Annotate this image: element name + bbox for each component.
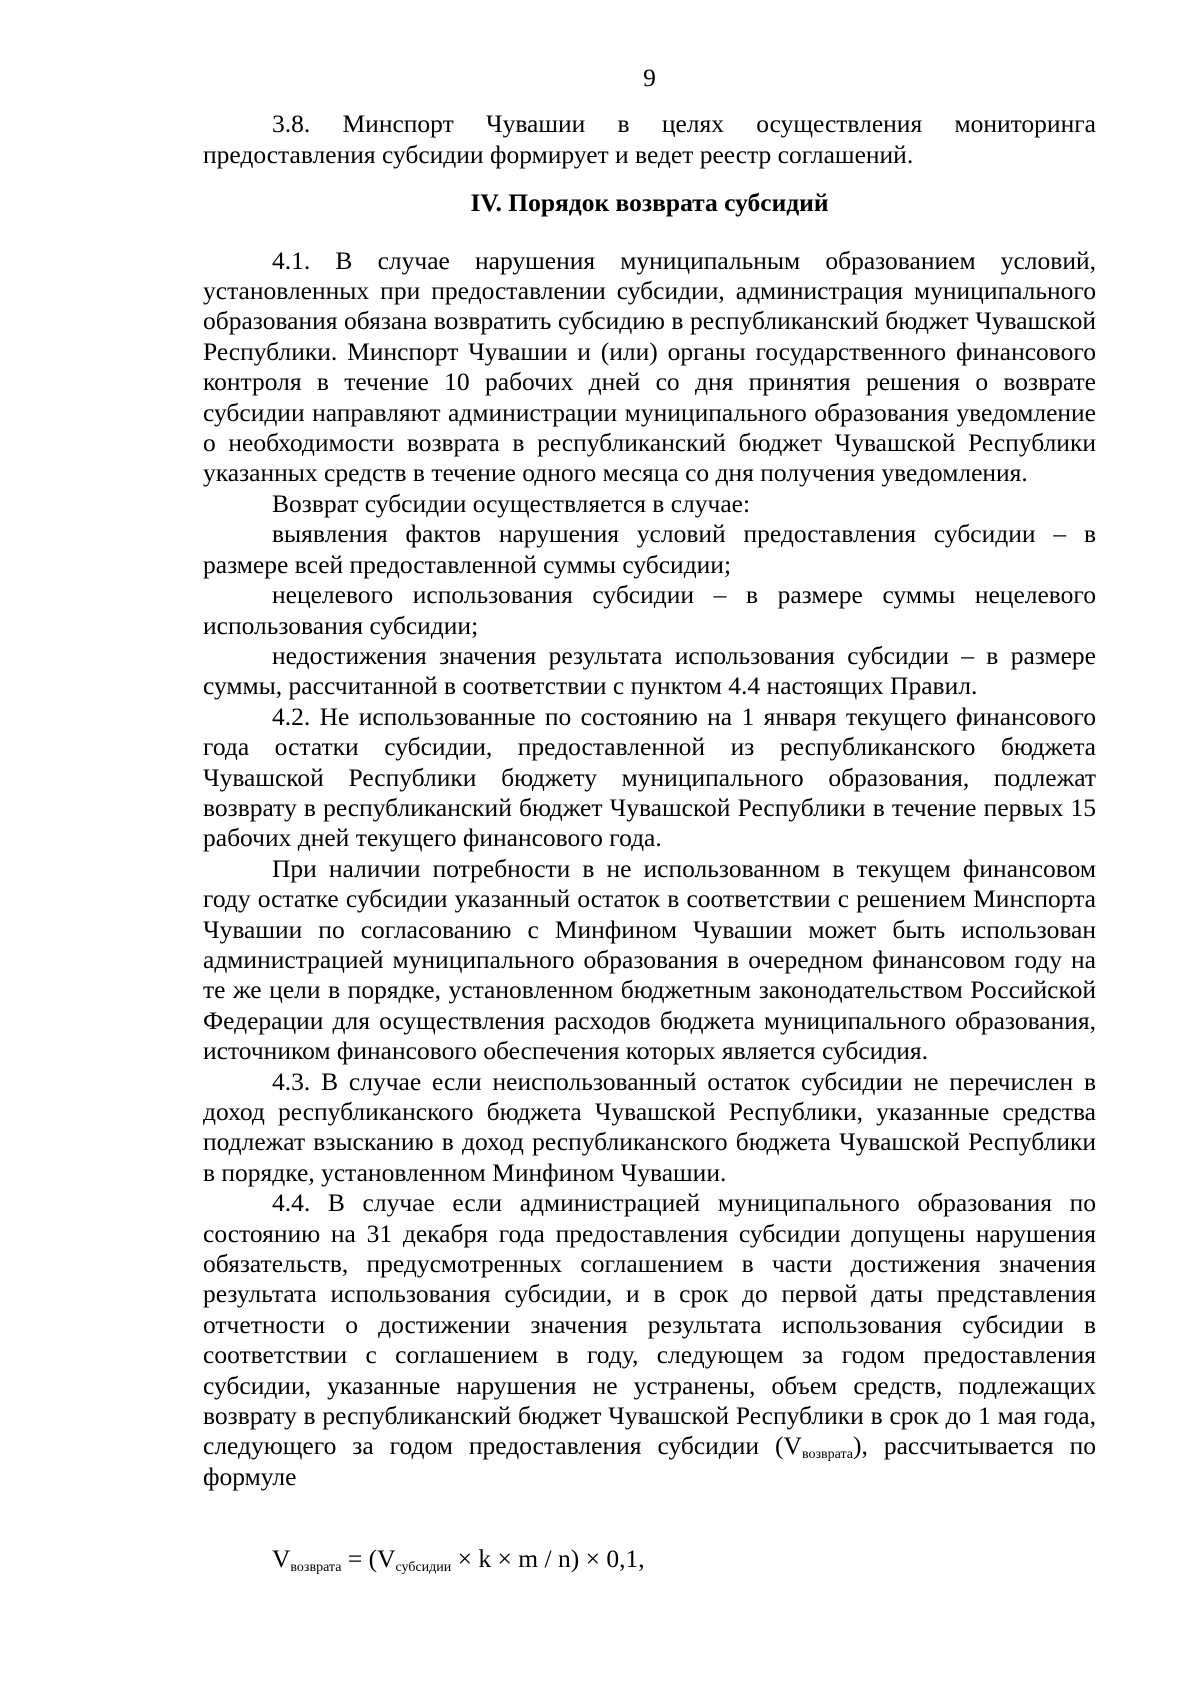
paragraph-4-4-tail: ), рассчитывается по формуле — [203, 1431, 1096, 1491]
return-volume-symbol: V — [783, 1431, 802, 1461]
paragraph-4-1: 4.1. В случае нарушения муниципальным образованием условий, установленных при предоставлении субсидии, администрация муниципального образования обязана возвратить субсидию в республиканский бюджет Чувашской Республики. Минспорт Чувашии и (или) органы государственного финансового контроля в течение 10 рабочих дней со дня принятия решения о возврате субсидии направляют администрации муниципального образования уведомление о необходимости возврата в республиканский бюджет Чувашской Республики указанных средств в течение одного месяца со дня получения уведомления. — [203, 245, 1096, 488]
formula-rhs-subscript: субсидии — [395, 1560, 452, 1576]
paragraph-case-violation: выявления фактов нарушения условий предоставления субсидии – в размере всей предоставленной суммы субсидии; — [203, 519, 1096, 579]
paragraph-case-misuse: нецелевого использования субсидии – в размере суммы нецелевого использования субсидии; — [203, 580, 1096, 640]
return-formula — [272, 1544, 1096, 1574]
paragraph-3-8: 3.8. Минспорт Чувашии в целях осуществления мониторинга предоставления субсидии формирует и ведет реестр соглашений. — [203, 109, 1096, 169]
paragraph-4-4 — [203, 1188, 1096, 1492]
formula-rhs-tail: × k × m / n) × 0,1, — [451, 1544, 645, 1574]
paragraph-case-not-achieved: недостижения значения результата использования субсидии – в размере суммы, рассчитанной в соответствии с пунктом 4.4 настоящих Правил. — [203, 640, 1096, 701]
page-number: 9 — [643, 63, 656, 92]
return-volume-subscript: возврата — [801, 1447, 853, 1463]
paragraph-return-cases: Возврат субсидии осуществляется в случае: — [272, 488, 751, 518]
paragraph-4-3: 4.3. В случае если неиспользованный остаток субсидии не перечислен в доход республиканского бюджета Чувашской Республики, указанные средства подлежат взысканию в доход республиканского бюджета Чувашской Республики в порядке, установленном Минфином Чувашии. — [203, 1066, 1096, 1187]
formula-rhs-var: V — [377, 1544, 396, 1574]
formula-lhs-subscript: возврата — [290, 1560, 342, 1576]
formula-equals: = ( — [341, 1544, 378, 1574]
section-heading: IV. Порядок возврата субсидий — [470, 188, 829, 218]
formula-lhs-var: V — [272, 1544, 291, 1574]
paragraph-remaining-balance: При наличии потребности в не использованном в текущем финансовом году остатке субсидии указанный остаток в соответствии с решением Минспорта Чувашии по согласованию с Минфином Чувашии может быть использован администрацией муниципального образования в очередном финансовом году на те же цели в порядке, установленном бюджетным законодательством Российской Федерации для осуществления расходов бюджета муниципального образования, источником финансового обеспечения которых является субсидия. — [203, 853, 1096, 1066]
paragraph-4-2: 4.2. Не использованные по состоянию на 1 января текущего финансового года остатки субсидии, предоставленной из республиканского бюджета Чувашской Республики бюджету муниципального образования, подлежат возврату в республиканский бюджет Чувашской Республики в течение первых 15 рабочих дней текущего финансового года. — [203, 701, 1096, 853]
paragraph-4-4-text: 4.4. В случае если администрацией муниципального образования по состоянию на 31 декабря года предоставления субсидии допущены нарушения обязательств, предусмотренных соглашением в части достижения значения результата использования субсидии, и в срок до первой даты представления отчетности о достижении значения результата использования субсидии в соответствии с соглашением в году, следующем за годом предоставления субсидии, указанные нарушения не устранены, объем средств, подлежащих возврату в республиканский бюджет Чувашской Республики в срок до 1 мая года, следующего за годом предоставления субсидии ( — [203, 1188, 1096, 1461]
